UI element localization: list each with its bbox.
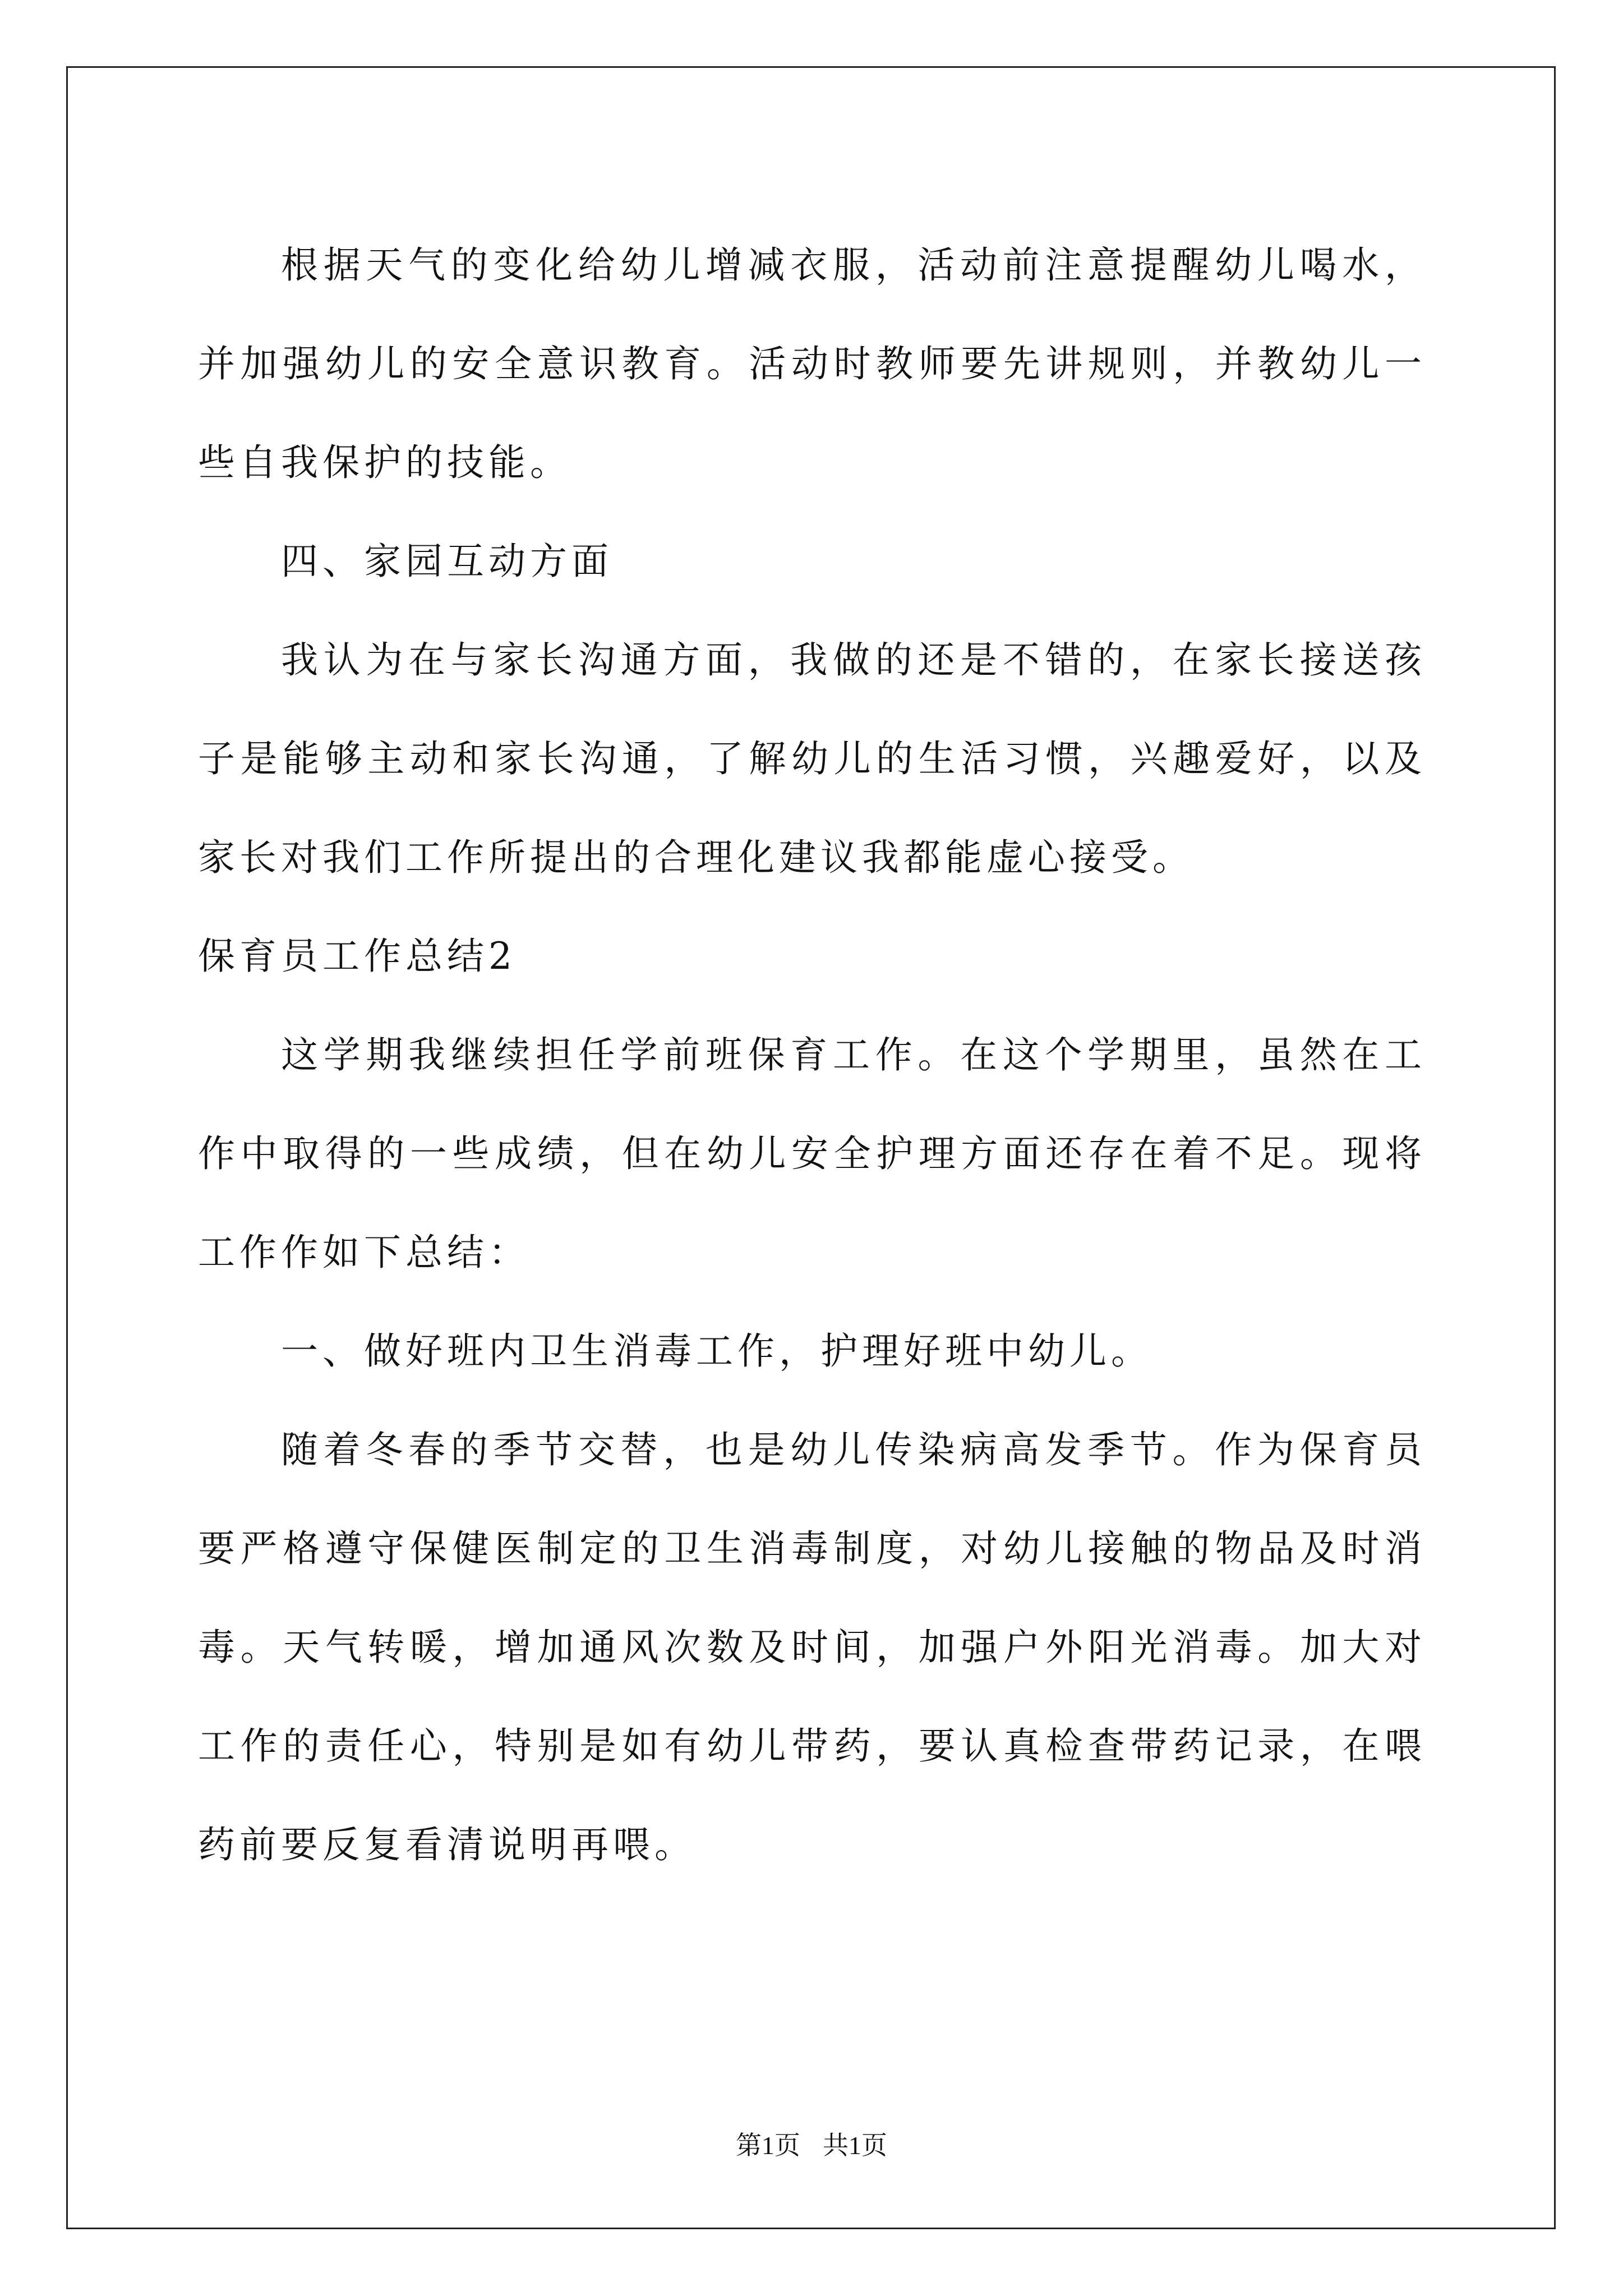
page-footer — [0, 2125, 1623, 2162]
heading-home-school-interaction: 四、家园互动方面 — [281, 540, 613, 583]
paragraph-parent-communication: 我认为在与家长沟通方面，我做的还是不错的，在家长接送孩子是能够主动和家长沟通，了解幼儿的生活习惯，兴趣爱好，以及家长对我们工作所提出的合理化建议我都能虚心接受。 — [198, 638, 1426, 879]
section-title-summary-2: 保育员工作总结2 — [198, 935, 517, 978]
heading-hygiene-disinfection: 一、做好班内卫生消毒工作，护理好班中幼儿。 — [281, 1329, 1152, 1373]
document-body — [198, 216, 1426, 1894]
paragraph-season-disinfection: 随着冬春的季节交替，也是幼儿传染病高发季节。作为保育员要严格遵守保健医制定的卫生消毒制度，对幼儿接触的物品及时消毒。天气转暖，增加通风次数及时间，加强户外阳光消毒。加大对工作的责任心，特别是如有幼儿带药，要认真检查带药记录，在喂药前要反复看清说明再喂。 — [198, 1428, 1426, 1866]
paragraph-semester-intro: 这学期我继续担任学前班保育工作。在这个学期里，虽然在工作中取得的一些成绩，但在幼儿安全护理方面还存在着不足。现将工作作如下总结： — [198, 1033, 1426, 1274]
page-number-total: 共1页 — [823, 2131, 887, 2160]
page-number-current: 第1页 — [736, 2131, 800, 2160]
paragraph-weather-care: 根据天气的变化给幼儿增减衣服，活动前注意提醒幼儿喝水，并加强幼儿的安全意识教育。活动时教师要先讲规则，并教幼儿一些自我保护的技能。 — [198, 243, 1426, 484]
